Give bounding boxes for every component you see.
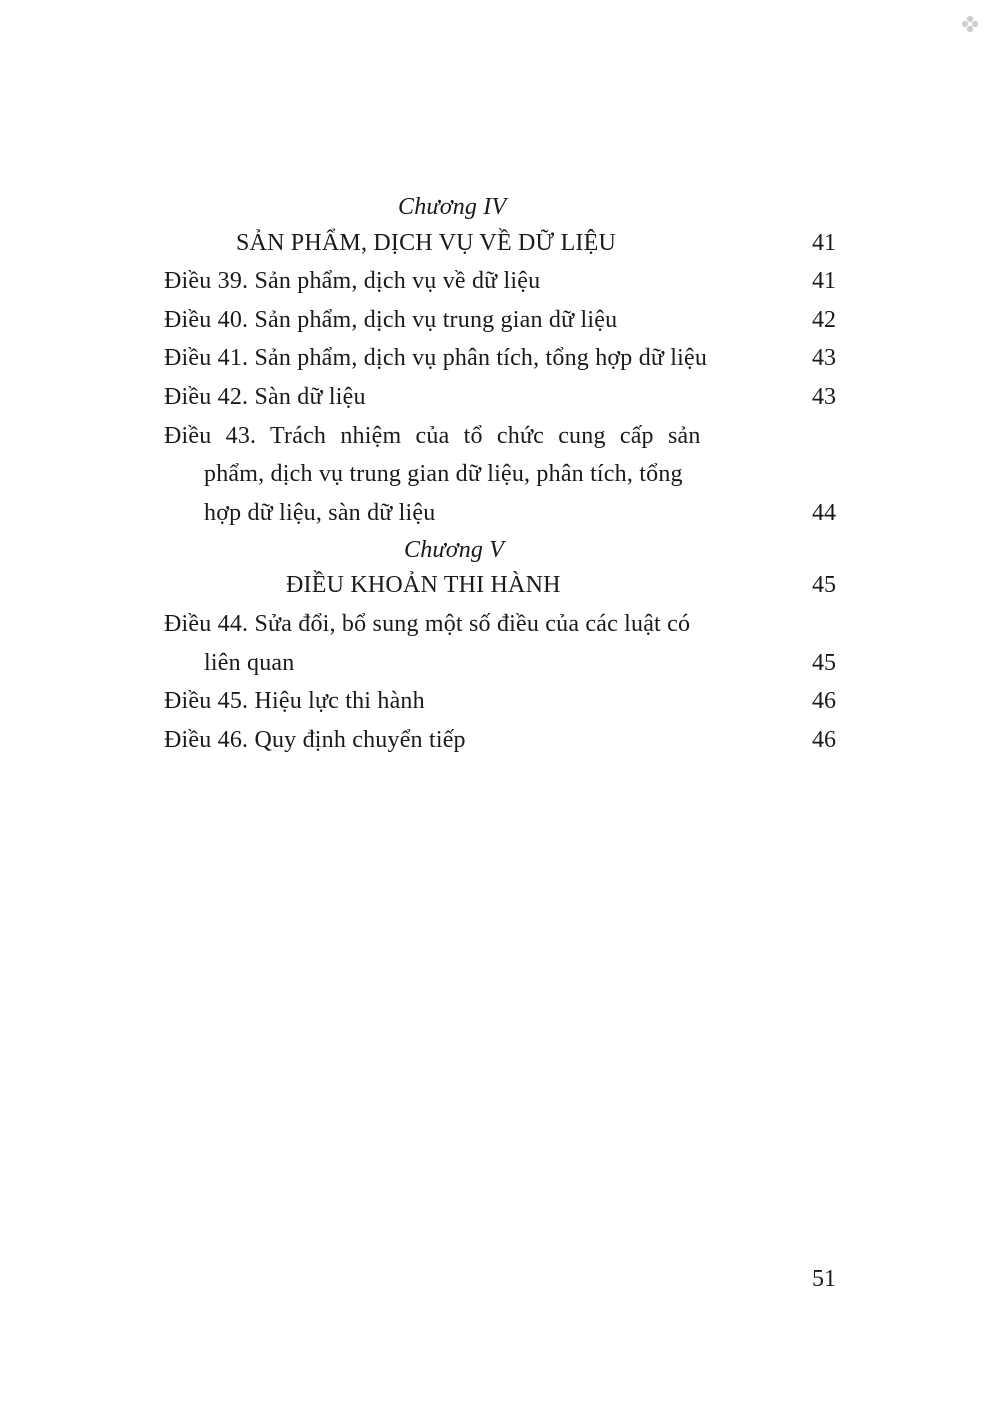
- page-ref: 44: [812, 500, 836, 526]
- page-ref: 45: [812, 572, 836, 598]
- chapter-title: ĐIỀU KHOẢN THI HÀNH: [286, 572, 561, 598]
- page-ref: 41: [812, 230, 836, 256]
- page-ref: 46: [812, 727, 836, 753]
- toc-entry: Điều 41. Sản phẩm, dịch vụ phân tích, tổng hợp dữ liệu: [164, 345, 708, 371]
- chapter-label: Chương IV: [398, 194, 507, 220]
- flower-icon: [960, 14, 980, 34]
- toc-entry: Điều 42. Sàn dữ liệu: [164, 384, 366, 410]
- page-number: 51: [812, 1266, 836, 1292]
- toc-entry-continuation: phẩm, dịch vụ trung gian dữ liệu, phân tích, tổng: [204, 461, 683, 487]
- chapter-title: SẢN PHẨM, DỊCH VỤ VỀ DỮ LIỆU: [236, 230, 617, 256]
- toc-entry-continuation: hợp dữ liệu, sàn dữ liệu: [204, 500, 436, 526]
- page-ref: 43: [812, 384, 836, 410]
- toc-entry: Điều 39. Sản phẩm, dịch vụ về dữ liệu: [164, 268, 541, 294]
- chapter-label: Chương V: [404, 537, 505, 563]
- page-ref: 45: [812, 650, 836, 676]
- toc-entry: Điều 46. Quy định chuyển tiếp: [164, 727, 466, 753]
- toc-entry: Điều 45. Hiệu lực thi hành: [164, 688, 425, 714]
- page-ref: 43: [812, 345, 836, 371]
- toc-entry-continuation: liên quan: [204, 650, 295, 676]
- toc-entry: Điều 44. Sửa đổi, bổ sung một số điều của các luật có: [164, 611, 691, 637]
- page-ref: 42: [812, 307, 836, 333]
- toc-entry: Điều 40. Sản phẩm, dịch vụ trung gian dữ liệu: [164, 307, 618, 333]
- page-ref: 41: [812, 268, 836, 294]
- page-ref: 46: [812, 688, 836, 714]
- toc-entry: Điều 43. Trách nhiệm của tổ chức cung cấp sản: [164, 423, 701, 449]
